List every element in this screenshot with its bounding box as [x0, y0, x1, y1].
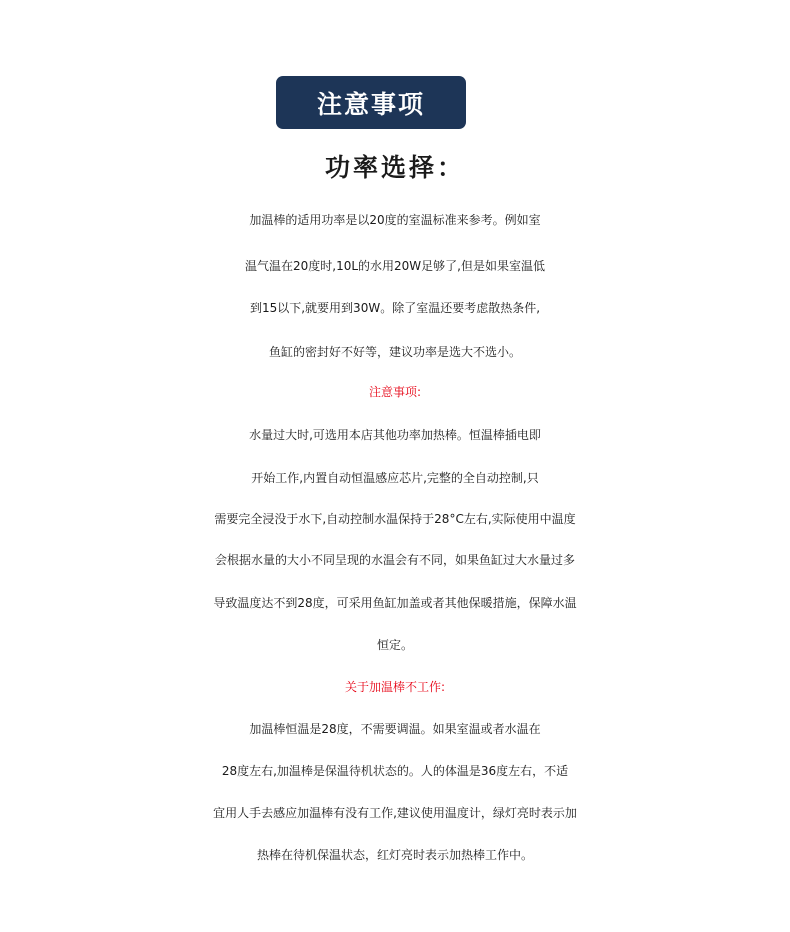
section-title-power: 功率选择：	[324, 153, 465, 182]
notice-line-1: 水量过大时,可选用本店其他功率加热棒。恒温棒插电即	[249, 428, 541, 442]
notice-line-4: 会根据水量的大小不同呈现的水温会有不同，如果鱼缸过大水量过多	[214, 553, 575, 567]
power-line-1: 加温棒的适用功率是以20度的室温标准来参考。例如室	[249, 213, 541, 227]
notice-header-label: 注意事项	[316, 89, 425, 119]
notice-line-2: 开始工作,内置自动恒温感应芯片,完整的全自动控制,只	[251, 471, 539, 485]
not-working-line-3: 宜用人手去感应加温棒有没有工作,建议使用温度计，绿灯亮时表示加	[213, 806, 577, 820]
notice-line-5: 导致温度达不到28度，可采用鱼缸加盖或者其他保暖措施，保障水温	[213, 596, 577, 610]
notice-header-badge	[276, 76, 466, 129]
not-working-heading: 关于加温棒不工作:	[344, 680, 446, 694]
not-working-line-1: 加温棒恒温是28度，不需要调温。如果室温或者水温在	[249, 722, 541, 736]
not-working-line-2: 28度左右,加温棒是保温待机状态的。人的体温是36度左右，不适	[221, 764, 569, 778]
notice-line-3: 需要完全浸没于水下,自动控制水温保持于28°C左右,实际使用中温度	[214, 512, 576, 526]
power-line-4: 鱼缸的密封好不好等，建议功率是选大不选小。	[268, 345, 521, 359]
notice-line-6: 恒定。	[376, 638, 413, 652]
power-line-3: 到15以下,就要用到30W。除了室温还要考虑散热条件,	[249, 301, 541, 315]
power-line-2: 温气温在20度时,10L的水用20W足够了,但是如果室温低	[245, 259, 545, 273]
not-working-line-4: 热棒在待机保温状态，红灯亮时表示加热棒工作中。	[256, 848, 533, 862]
notice-heading: 注意事项:	[368, 385, 422, 399]
